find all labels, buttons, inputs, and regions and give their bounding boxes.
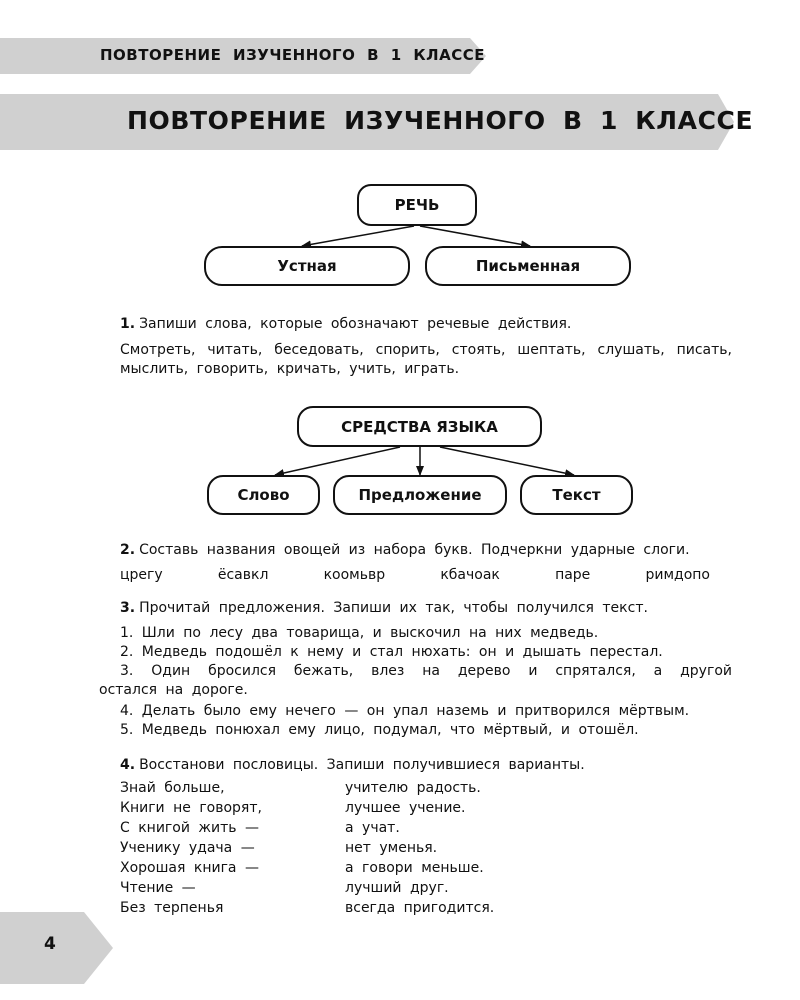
proverb-end: лучшее учение.: [345, 800, 466, 816]
proverb-end: нет уменья.: [345, 840, 438, 856]
task-1-words-line-2: мыслить, говорить, кричать, учить, играть.: [120, 361, 460, 377]
task-3-sentence-3: 3. Один бросился бежать, влез на дерево и спрятался, а другой: [120, 663, 732, 679]
diagram-node-language-means: СРЕДСТВА ЯЗЫКА: [297, 406, 542, 447]
proverb-endings: [345, 778, 494, 918]
task-2-number: 2.: [120, 542, 136, 558]
task-3-instruction-text: Прочитай предложения. Запиши их так, чтобы получился текст.: [139, 600, 648, 616]
page-title: ПОВТОРЕНИЕ ИЗУЧЕННОГО В 1 КЛАССЕ: [127, 106, 754, 135]
diagram-node-sentence: Предложение: [333, 475, 507, 515]
task-4-number: 4.: [120, 757, 136, 773]
task-1-words-line-1: Смотреть, читать, беседовать, спорить, стоять, шептать, слушать, писать,: [120, 342, 732, 358]
proverb-end: лучший друг.: [345, 880, 449, 896]
task-2-instruction-text: Составь названия овощей из набора букв. Подчеркни ударные слоги.: [139, 542, 690, 558]
arrow-lang-text: [440, 447, 574, 475]
proverb-start: Ученику удача —: [120, 840, 255, 856]
task-2-letter-sets: [120, 567, 710, 583]
diagram-node-word: Слово: [207, 475, 320, 515]
task-2-instruction: [120, 542, 690, 558]
letter-set: паре: [555, 567, 591, 583]
proverb-start: Книги не говорят,: [120, 800, 262, 816]
running-head: ПОВТОРЕНИЕ ИЗУЧЕННОГО В 1 КЛАССЕ: [100, 46, 485, 64]
task-3-sentence-5: 5. Медведь понюхал ему лицо, подумал, что мёртвый, и отошёл.: [120, 722, 639, 738]
letter-set: коомьвр: [323, 567, 386, 583]
arrow-speech-written: [420, 226, 530, 246]
proverb-end: а учат.: [345, 820, 400, 836]
proverb-start: Хорошая книга —: [120, 860, 259, 876]
page-number: 4: [44, 934, 56, 954]
proverb-start: С книгой жить —: [120, 820, 259, 836]
task-3-sentence-3-cont: остался на дороге.: [99, 682, 248, 698]
letter-set: ёсавкл: [217, 567, 269, 583]
letter-set: кбачоак: [440, 567, 500, 583]
proverb-end: всегда пригодится.: [345, 900, 495, 916]
task-1-instruction-text: Запиши слова, которые обозначают речевые действия.: [139, 316, 572, 332]
task-1-instruction: [120, 316, 571, 332]
proverb-start: Чтение —: [120, 880, 196, 896]
diagram-node-text: Текст: [520, 475, 633, 515]
proverb-start: Знай больше,: [120, 780, 225, 796]
proverb-beginnings: [120, 778, 262, 918]
diagram-node-oral: Устная: [204, 246, 410, 286]
task-3-instruction: [120, 600, 648, 616]
diagram-node-speech: РЕЧЬ: [357, 184, 477, 226]
task-3-number: 3.: [120, 600, 136, 616]
proverb-end: учителю радость.: [345, 780, 481, 796]
diagram-node-written: Письменная: [425, 246, 631, 286]
letter-set: црегу: [120, 567, 163, 583]
task-3-sentence-2: 2. Медведь подошёл к нему и стал нюхать: он и дышать перестал.: [120, 644, 663, 660]
letter-set: римдопо: [645, 567, 710, 583]
task-4-instruction: [120, 757, 585, 773]
task-1-number: 1.: [120, 316, 136, 332]
proverb-end: а говори меньше.: [345, 860, 484, 876]
arrow-lang-word: [275, 447, 400, 475]
task-4-instruction-text: Восстанови пословицы. Запиши получившиеся варианты.: [139, 757, 585, 773]
task-3-sentence-1: 1. Шли по лесу два товарища, и выскочил на них медведь.: [120, 625, 599, 641]
arrow-speech-oral: [302, 226, 414, 246]
task-3-sentence-4: 4. Делать было ему нечего — он упал наземь и притворился мёртвым.: [120, 703, 690, 719]
proverb-start: Без терпенья: [120, 900, 224, 916]
